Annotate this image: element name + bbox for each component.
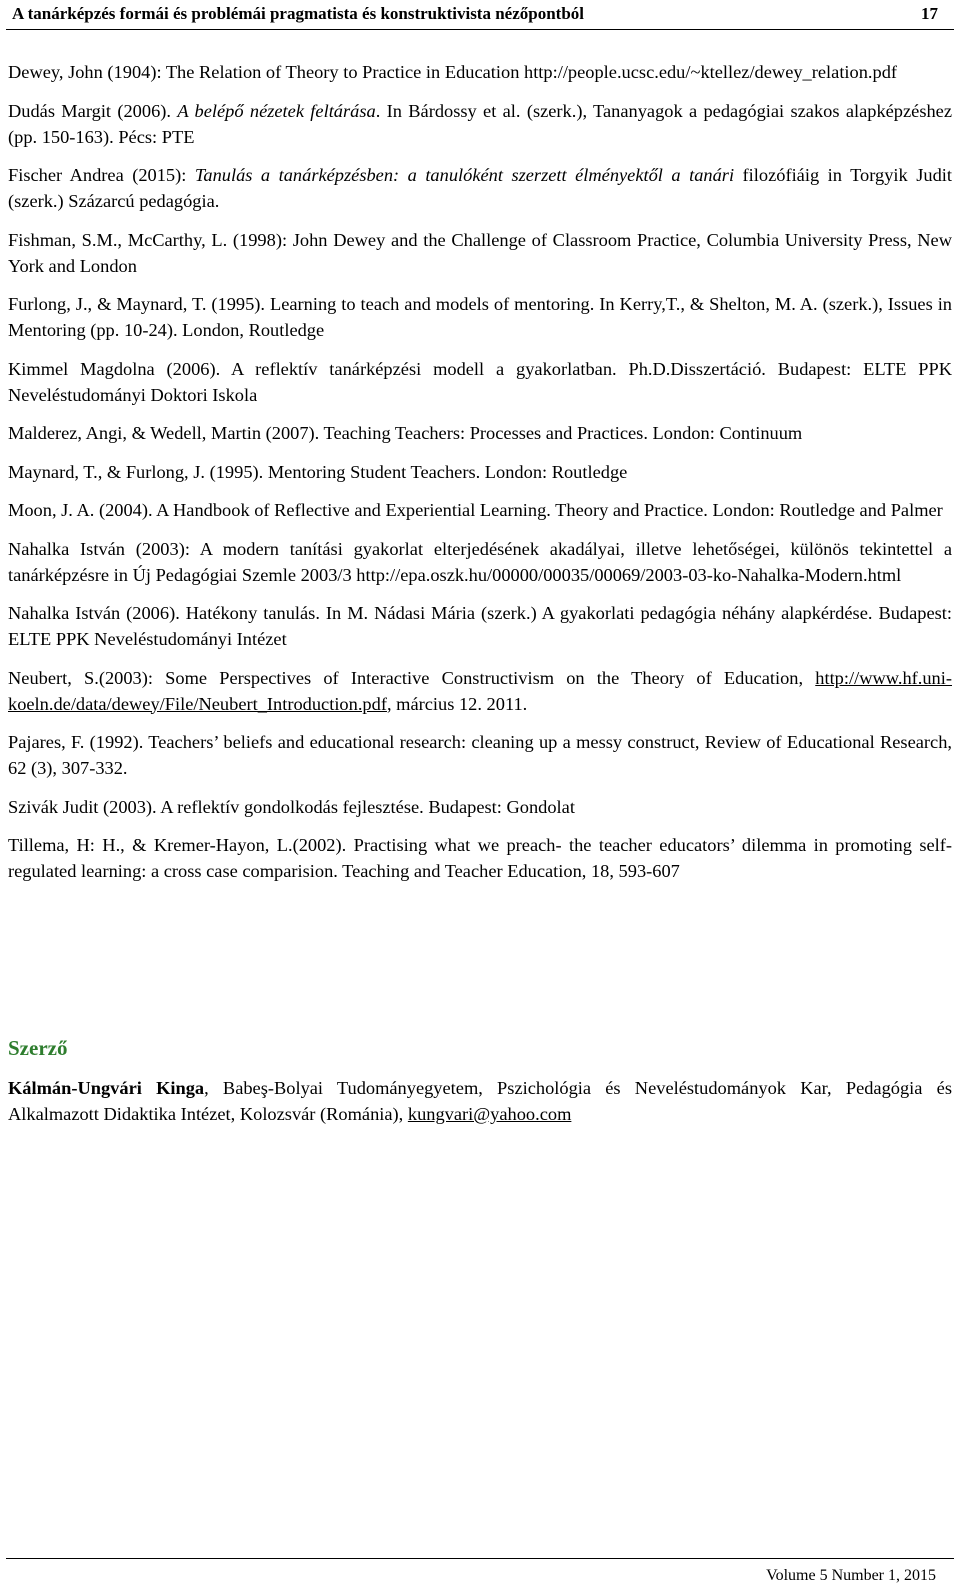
page-footer [6, 1558, 954, 1584]
reference-entry [8, 227, 952, 279]
reference-entry [8, 729, 952, 781]
running-title: A tanárképzés formái és problémái pragmatista és konstruktivista nézőpontból [12, 4, 585, 23]
author-name: Kálmán-Ungvári Kinga [8, 1078, 205, 1098]
author-heading: Szerző [8, 1036, 68, 1060]
reference-entry [8, 832, 952, 884]
author-email-link[interactable]: kungvari@yahoo.com [407, 1104, 572, 1124]
reference-entry [8, 420, 952, 446]
reference-entry [8, 356, 952, 408]
reference-text: Tanulás a tanárképzésben: a tanulóként szerzett élményektől a tanári [194, 165, 735, 185]
reference-entry [8, 162, 952, 214]
author-info [8, 1075, 952, 1127]
reference-text: Dewey, John (1904): The Relation of Theory to Practice in Education http://people.ucsc.edu/~ktellez/dewey_relation.pdf [8, 62, 898, 82]
reference-text: , március 12. 2011. [386, 693, 528, 714]
reference-text: Pajares, F. (1992). Teachers’ beliefs and educational research: cleaning up a messy construct, Review of Educational Research, 62 (3), 307-332. [8, 732, 952, 778]
page-number: 17 [921, 4, 938, 23]
reference-entry [8, 59, 952, 85]
reference-text: Maynard, T., & Furlong, J. (1995). Mentoring Student Teachers. London: Routledge [8, 461, 628, 482]
reference-text: Furlong, J., & Maynard, T. (1995). Learning to teach and models of mentoring. In Kerry,T., & Shelton, M. A. (szerk.), Issues in Mentoring (pp. 10-24). London, Routledge [8, 294, 952, 340]
reference-text: Kimmel Magdolna (2006). A reflektív tanárképzési modell a gyakorlatban. Ph.D.Disszertáció. Budapest: ELTE PPK Neveléstudományi Doktori Iskola [8, 358, 952, 405]
footer-volume: Volume 5 Number 1, 2015 [766, 1567, 936, 1584]
reference-entry [8, 536, 952, 588]
reference-link[interactable]: http://www.hf.uni-koeln.de/data/dewey/File/Neubert_Introduction.pdf [8, 667, 952, 714]
reference-text: Fischer Andrea (2015): [8, 165, 195, 185]
reference-text: Neubert, S.(2003): Some Perspectives of Interactive Constructivism on the Theory of Education, [8, 667, 816, 688]
reference-text: Fishman, S.M., McCarthy, L. (1998): John Dewey and the Challenge of Classroom Practice, Columbia University Press, New York and London [8, 229, 952, 276]
page-header [6, 0, 954, 30]
reference-entry [8, 794, 952, 820]
reference-text: Malderez, Angi, & Wedell, Martin (2007). Teaching Teachers: Processes and Practices. London: Continuum [8, 423, 803, 443]
reference-entry [8, 291, 952, 343]
reference-entry [8, 600, 952, 652]
reference-entry [8, 98, 952, 150]
reference-entry [8, 665, 952, 717]
reference-text: . In Bárdossy et al. (szerk.), Tananyagok a pedagógiai szakos alapképzéshez (pp. 150-163). Pécs: PTE [8, 100, 953, 147]
reference-entry [8, 497, 952, 523]
reference-text: Nahalka István (2006). Hatékony tanulás. In M. Nádasi Mária (szerk.) A gyakorlati pedagógia néhány alapkérdése. Budapest: ELTE PPK Neveléstudományi Intézet [8, 603, 952, 649]
reference-text: Szivák Judit (2003). A reflektív gondolkodás fejlesztése. Budapest: Gondolat [8, 796, 575, 817]
reference-text: Dudás Margit (2006). [8, 100, 178, 121]
reference-text: Tillema, H: H., & Kremer-Hayon, L.(2002). Practising what we preach- the teacher educators’ dilemma in promoting self-regulated learning: a cross case comparision. Teaching and Teacher Education, 18, 593-607 [8, 835, 952, 881]
reference-text: filozófiáig in Torgyik Judit (szerk.) Százarcú pedagógia. [8, 165, 952, 211]
reference-text: A belépő nézetek feltárása [177, 100, 376, 121]
reference-text: Moon, J. A. (2004). A Handbook of Reflective and Experiential Learning. Theory and Practice. London: Routledge and Palmer [8, 500, 943, 520]
reference-text: Nahalka István (2003): A modern tanítási gyakorlat elterjedésének akadályai, illetve lehetőségei, különös tekintettel a tanárképzésre in Új Pedagógiai Szemle 2003/3 http://epa.oszk.hu/00000/00035/00069/2003-03-ko-Nahalka-Modern.html [8, 538, 952, 585]
reference-entry [8, 459, 952, 485]
reference-list [8, 59, 952, 897]
author-affiliation: , Babeş-Bolyai Tudományegyetem, Pszichológia és Neveléstudományok Kar, Pedagógia és Alkalmazott Didaktika Intézet, Kolozsvár (Románia), [8, 1078, 952, 1124]
